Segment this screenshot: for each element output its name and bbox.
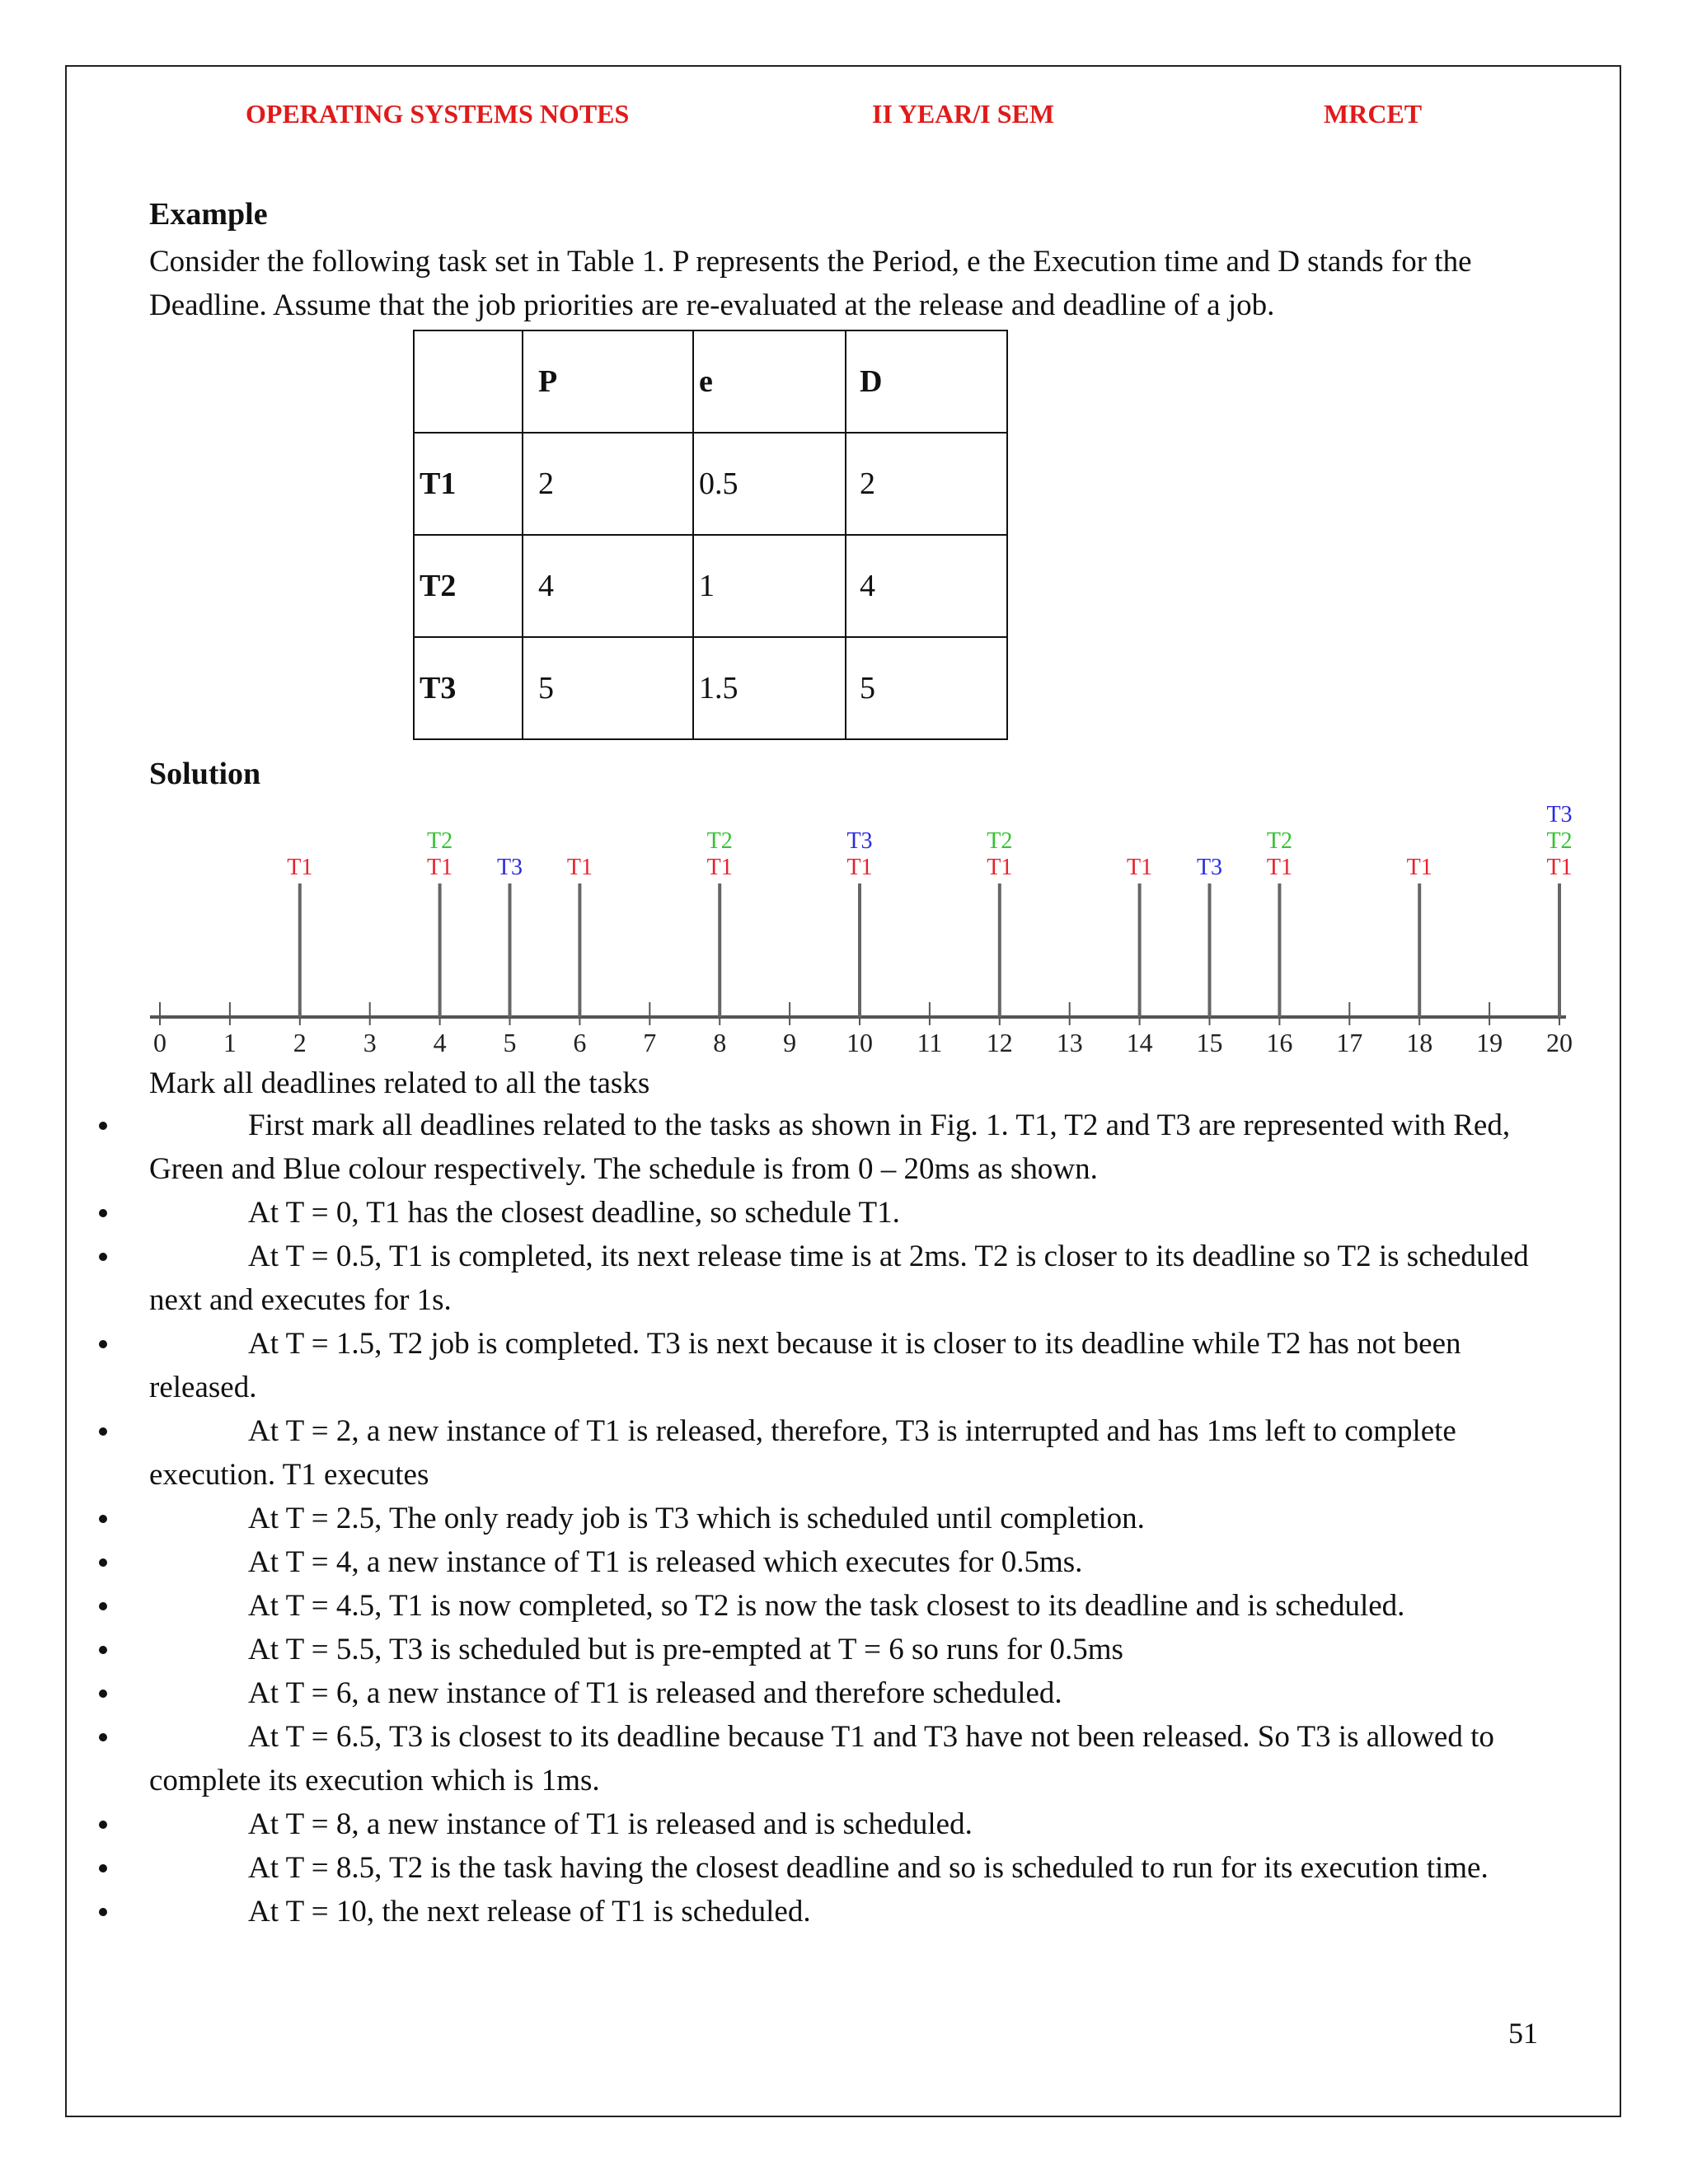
- deadline-marker-label: T1: [706, 855, 733, 880]
- timeline-tick-label: 2: [293, 1028, 307, 1057]
- timeline-tick-label: 13: [1056, 1028, 1083, 1057]
- deadline-marker-label: T1: [846, 855, 873, 880]
- list-item: [0, 1584, 1550, 1628]
- list-item-text: At T = 5.5, T3 is scheduled but is pre-empted at T = 6 so runs for 0.5ms: [248, 1633, 1123, 1666]
- deadline-marker-label: T3: [1196, 855, 1223, 880]
- deadline-timeline-chart: [140, 791, 1591, 1063]
- list-item: [0, 1540, 1550, 1584]
- explanation-list: [0, 1104, 1688, 1933]
- deadline-marker-label: T3: [1546, 802, 1573, 827]
- list-item: [0, 1846, 1550, 1890]
- deadline-marker-label: T1: [1406, 855, 1432, 880]
- table-cell-task: T1: [414, 433, 523, 535]
- table-row: [414, 637, 1007, 739]
- list-item-text: First mark all deadlines related to the tasks as shown in Fig. 1. T1, T2 and T3 are represented with Red, Green and Blue colour respectively. The schedule is from 0 – 20ms as shown.: [149, 1108, 1511, 1186]
- list-item-text: At T = 0, T1 has the closest deadline, so schedule T1.: [248, 1196, 900, 1230]
- timeline-tick-label: 10: [846, 1028, 873, 1057]
- intro-paragraph: Consider the following task set in Table 1. P represents the Period, e the Execution time and D stands for the Deadline. Assume that the job priorities are re-evaluated at the release and deadline of a job.: [149, 245, 1472, 322]
- bullet-icon: [99, 1427, 107, 1436]
- list-item-text: At T = 6, a new instance of T1 is released and therefore scheduled.: [248, 1676, 1062, 1710]
- timeline-tick-label: 20: [1546, 1028, 1573, 1057]
- table-cell: 2: [846, 433, 1007, 535]
- deadline-marker-label: T1: [1266, 855, 1292, 880]
- table-header-cell: P: [523, 330, 693, 433]
- bullet-icon: [99, 1253, 107, 1261]
- list-item-text: At T = 2, a new instance of T1 is released, therefore, T3 is interrupted and has 1ms left to complete execution. T1 executes: [149, 1414, 1456, 1492]
- deadline-marker-label: T2: [1546, 828, 1573, 854]
- list-item: [0, 1409, 1550, 1497]
- table-cell: 5: [846, 637, 1007, 739]
- bullet-icon: [99, 1209, 107, 1217]
- timeline-tick-label: 0: [153, 1028, 166, 1057]
- list-item: [0, 1628, 1550, 1671]
- table-cell: 1: [693, 535, 846, 637]
- timeline-tick-label: 17: [1336, 1028, 1363, 1057]
- header-year-semester: II YEAR/I SEM: [872, 99, 1055, 129]
- timeline-tick-label: 19: [1476, 1028, 1503, 1057]
- list-item-text: At T = 1.5, T2 job is completed. T3 is next because it is closer to its deadline while T2 has not been released.: [149, 1327, 1461, 1404]
- header-institution: MRCET: [1324, 99, 1423, 129]
- timeline-tick-label: 6: [573, 1028, 587, 1057]
- deadline-marker-label: T3: [846, 828, 873, 854]
- page-number: 51: [1508, 2017, 1538, 2050]
- list-item: [0, 1890, 1550, 1933]
- bullet-icon: [99, 1821, 107, 1829]
- solution-heading: Solution: [149, 757, 261, 791]
- bullet-icon: [99, 1908, 107, 1916]
- timeline-tick-label: 16: [1266, 1028, 1293, 1057]
- list-item-text: At T = 2.5, The only ready job is T3 which is scheduled until completion.: [248, 1502, 1145, 1535]
- table-header-cell: [414, 330, 523, 433]
- list-item: [0, 1191, 1550, 1235]
- table-cell-task: T3: [414, 637, 523, 739]
- list-item-text: At T = 4, a new instance of T1 is released which executes for 0.5ms.: [248, 1545, 1083, 1579]
- bullet-icon: [99, 1690, 107, 1698]
- timeline-tick-label: 11: [917, 1028, 943, 1057]
- list-item-text: At T = 8, a new instance of T1 is released and is scheduled.: [248, 1807, 973, 1841]
- list-item-text: At T = 4.5, T1 is now completed, so T2 is now the task closest to its deadline and is scheduled.: [248, 1589, 1405, 1623]
- example-heading: Example: [149, 197, 268, 232]
- list-item: [0, 1671, 1550, 1715]
- table-cell: 0.5: [693, 433, 846, 535]
- timeline-tick-label: 8: [713, 1028, 727, 1057]
- timeline-tick-label: 4: [433, 1028, 447, 1057]
- deadline-marker-label: T1: [566, 855, 593, 880]
- timeline-tick-label: 3: [363, 1028, 377, 1057]
- deadline-marker-label: T3: [496, 855, 523, 880]
- deadline-marker-label: T1: [287, 855, 313, 880]
- timeline-tick-label: 18: [1406, 1028, 1433, 1057]
- bullet-icon: [99, 1733, 107, 1741]
- list-item: [0, 1497, 1550, 1540]
- table-cell: 2: [523, 433, 693, 535]
- timeline-tick-label: 1: [223, 1028, 237, 1057]
- table-header-cell: e: [693, 330, 846, 433]
- bullet-icon: [99, 1515, 107, 1523]
- table-cell-task: T2: [414, 535, 523, 637]
- timeline-tick-label: 12: [986, 1028, 1013, 1057]
- timeline-tick-label: 15: [1196, 1028, 1223, 1057]
- list-item: [0, 1715, 1550, 1802]
- list-item-text: At T = 8.5, T2 is the task having the closest deadline and so is scheduled to run for its execution time.: [248, 1851, 1489, 1885]
- timeline-tick-label: 5: [503, 1028, 517, 1057]
- header-course-title: OPERATING SYSTEMS NOTES: [246, 99, 630, 129]
- bullet-icon: [99, 1602, 107, 1610]
- table-header-row: [414, 330, 1007, 433]
- list-item: [0, 1235, 1550, 1322]
- list-item-text: At T = 10, the next release of T1 is scheduled.: [248, 1895, 811, 1929]
- table-row: [414, 433, 1007, 535]
- timeline-tick-label: 7: [643, 1028, 657, 1057]
- deadline-marker-label: T2: [1266, 828, 1292, 854]
- list-item: [0, 1104, 1550, 1191]
- list-item-text: At T = 0.5, T1 is completed, its next release time is at 2ms. T2 is closer to its deadline so T2 is scheduled next and executes for 1s.: [149, 1240, 1529, 1317]
- timeline-caption: Mark all deadlines related to all the tasks: [149, 1066, 650, 1100]
- deadline-marker-label: T2: [706, 828, 733, 854]
- table-cell: 4: [523, 535, 693, 637]
- table-row: [414, 535, 1007, 637]
- bullet-icon: [99, 1122, 107, 1130]
- table-cell: 1.5: [693, 637, 846, 739]
- timeline-tick-label: 9: [783, 1028, 797, 1057]
- task-set-table: [413, 330, 1008, 740]
- table-cell: 5: [523, 637, 693, 739]
- deadline-marker-label: T2: [427, 828, 453, 854]
- deadline-marker-label: T2: [987, 828, 1013, 854]
- table-header-cell: D: [846, 330, 1007, 433]
- bullet-icon: [99, 1340, 107, 1348]
- deadline-marker-label: T1: [1546, 855, 1573, 880]
- deadline-marker-label: T1: [427, 855, 453, 880]
- list-item-text: At T = 6.5, T3 is closest to its deadline because T1 and T3 have not been released. So T3 is allowed to complete its execution which is 1ms.: [149, 1720, 1494, 1797]
- table-cell: 4: [846, 535, 1007, 637]
- bullet-icon: [99, 1558, 107, 1567]
- deadline-marker-label: T1: [1127, 855, 1153, 880]
- list-item: [0, 1802, 1550, 1846]
- bullet-icon: [99, 1864, 107, 1872]
- bullet-icon: [99, 1646, 107, 1654]
- deadline-marker-label: T1: [987, 855, 1013, 880]
- timeline-tick-label: 14: [1126, 1028, 1153, 1057]
- list-item: [0, 1322, 1550, 1409]
